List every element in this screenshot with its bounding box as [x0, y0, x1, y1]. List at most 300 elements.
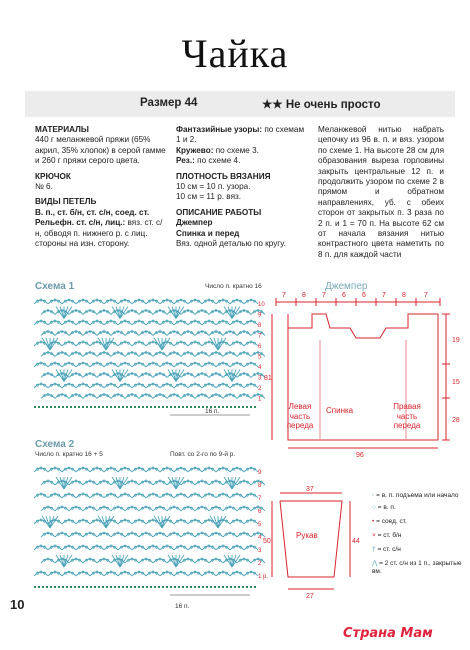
jumper-top-dim-5: 6 — [362, 292, 366, 299]
chart-chain-arc — [216, 468, 230, 472]
chart-chain-arc — [132, 494, 146, 498]
chart-chain-arc — [230, 468, 244, 472]
sleeve-bottom-dim: 27 — [306, 593, 314, 600]
chart-chain-arc — [244, 363, 258, 367]
chart-chain-arc — [209, 374, 223, 378]
chart-chain-arc — [62, 363, 76, 367]
legend-sym-1: ◦ — [372, 492, 375, 499]
chart-chain-arc — [195, 559, 209, 563]
chart-chain-arc — [111, 507, 125, 511]
stitches-list: В. п., ст. б/н, ст. с/н, соед. ст. — [35, 207, 150, 217]
chart-fan-stitch — [228, 555, 232, 567]
chart-chain-arc — [160, 321, 174, 325]
chart-chain-arc — [34, 468, 48, 472]
chart-row-number: 6 — [258, 509, 262, 515]
chart-chain-arc — [223, 332, 237, 336]
chart-chain-arc — [76, 342, 90, 346]
difficulty-label: ★★ Не очень просто — [262, 99, 381, 111]
legend-sym-3: • — [372, 518, 375, 525]
hook-text: № 6. — [35, 182, 53, 192]
chart-chain-arc — [34, 384, 48, 388]
chart-chain-arc — [188, 384, 202, 388]
jumper-right-dim-1: 19 — [452, 337, 460, 344]
chart-row-number: 8 — [258, 323, 262, 329]
chart-chain-arc — [118, 468, 132, 472]
chart-chain-arc — [55, 332, 69, 336]
chart-chain-arc — [139, 533, 153, 537]
chart-chain-arc — [230, 384, 244, 388]
chart-chain-arc — [153, 332, 167, 336]
legend — [372, 492, 462, 576]
density-line-1: 10 см = 10 п. узора. — [176, 182, 251, 192]
chart-chain-arc — [230, 363, 244, 367]
chart-chain-arc — [90, 546, 104, 550]
chart-chain-arc — [188, 494, 202, 498]
work-heading: ОПИСАНИЕ РАБОТЫ — [176, 207, 262, 217]
chart-chain-arc — [97, 507, 111, 511]
chart-fan-stitch — [228, 477, 232, 489]
chart-chain-arc — [62, 494, 76, 498]
chart-chain-arc — [139, 311, 153, 315]
chart-chain-arc — [69, 353, 83, 357]
chart-chain-arc — [216, 494, 230, 498]
chart-chain-arc — [104, 363, 118, 367]
chart-chain-arc — [188, 520, 202, 524]
chart-chain-arc — [244, 546, 258, 550]
rez-label: Рез.: — [176, 156, 195, 166]
chart-row-number: 3 — [258, 548, 262, 554]
chart-row-number: 9 — [258, 470, 262, 476]
chart-fan-stitch — [210, 516, 218, 528]
chart-chain-arc — [237, 481, 251, 485]
chart-chain-arc — [181, 311, 195, 315]
chart-chain-arc — [104, 468, 118, 472]
chart-chain-arc — [97, 559, 111, 563]
chart-chain-arc — [188, 300, 202, 304]
chart-chain-arc — [118, 572, 132, 576]
chart-fan-stitch — [172, 307, 176, 319]
chart-chain-arc — [76, 384, 90, 388]
chart-chain-arc — [209, 332, 223, 336]
chart-chain-arc — [111, 533, 125, 537]
legend-sym-6: ⋀ — [372, 560, 378, 567]
chart-fan-stitch — [172, 370, 176, 382]
chart-chain-arc — [97, 533, 111, 537]
chart-chain-arc — [202, 494, 216, 498]
chart-chain-arc — [216, 300, 230, 304]
chart-chain-arc — [97, 353, 111, 357]
chart-chain-arc — [167, 353, 181, 357]
jumper-right-dim-3: 28 — [452, 417, 460, 424]
chart-chain-arc — [111, 395, 125, 399]
chart-chain-arc — [223, 533, 237, 537]
chart-chain-arc — [237, 311, 251, 315]
chart-chain-arc — [132, 546, 146, 550]
chart-chain-arc — [69, 332, 83, 336]
chart-chain-arc — [195, 332, 209, 336]
chart-chain-arc — [146, 321, 160, 325]
chart-chain-arc — [34, 363, 48, 367]
chart-chain-arc — [146, 494, 160, 498]
relief-stitch-label: Рельефн. ст. с/н, лиц.: — [35, 218, 126, 228]
chart-chain-arc — [153, 481, 167, 485]
chart-chain-arc — [153, 533, 167, 537]
chart-chain-arc — [48, 363, 62, 367]
chart-chain-arc — [125, 481, 139, 485]
chart-chain-arc — [160, 384, 174, 388]
chart-chain-arc — [76, 520, 90, 524]
chart-chain-arc — [125, 559, 139, 563]
chart-chain-arc — [195, 533, 209, 537]
chart-chain-arc — [55, 395, 69, 399]
chart-fan-stitch — [116, 307, 120, 319]
jumper-top-dim-7: 8 — [402, 292, 406, 299]
chart-chain-arc — [153, 374, 167, 378]
chart-chain-arc — [160, 363, 174, 367]
chart-chain-arc — [83, 507, 97, 511]
chart-chain-arc — [125, 533, 139, 537]
chart-fan-stitch — [210, 338, 218, 350]
chart-chain-arc — [146, 363, 160, 367]
legend-text-5: = ст. с/н — [377, 546, 401, 553]
chart-chain-arc — [244, 572, 258, 576]
chart-row-number: 3 — [258, 375, 262, 382]
chart-chain-arc — [237, 395, 251, 399]
chart-chain-arc — [160, 468, 174, 472]
chart-chain-arc — [83, 311, 97, 315]
chart-chain-arc — [181, 395, 195, 399]
chart-chain-arc — [76, 572, 90, 576]
chart-row-number: 7 — [258, 496, 262, 502]
materials-heading: МАТЕРИАЛЫ — [35, 125, 89, 134]
jumper-left-part: Левая часть переда — [286, 402, 314, 430]
chart-chain-arc — [34, 494, 48, 498]
chart-fan-stitch — [98, 338, 106, 350]
chart-chain-arc — [90, 363, 104, 367]
chart-chain-arc — [209, 533, 223, 537]
relief-stitch-text: вяз. ст. с/н, обводя п. нижнего р. с лиц. стороны на изн. сторону. — [35, 218, 163, 249]
chart-chain-arc — [97, 311, 111, 315]
chart-fan-stitch — [154, 516, 162, 528]
chart-chain-arc — [41, 559, 55, 563]
chart-chain-arc — [69, 311, 83, 315]
sleeve-label: Рукав — [296, 531, 318, 540]
chart-chain-arc — [83, 533, 97, 537]
chart-chain-arc — [55, 353, 69, 357]
chart-chain-arc — [48, 300, 62, 304]
chart-row-number: 7 — [258, 333, 262, 340]
chart-chain-arc — [146, 468, 160, 472]
chart-chain-arc — [209, 481, 223, 485]
chart-chain-arc — [202, 363, 216, 367]
chart-row-number: 9 — [258, 312, 262, 319]
chart-chain-arc — [139, 481, 153, 485]
size-label: Размер 44 — [140, 97, 198, 109]
chart-fan-stitch — [154, 338, 162, 350]
chart-chain-arc — [244, 494, 258, 498]
chart-chain-arc — [76, 546, 90, 550]
chart-chain-arc — [41, 481, 55, 485]
chart-row-number: 5 — [258, 522, 262, 528]
legend-text-3: = соед. ст. — [376, 518, 407, 525]
jumper-top-dim-8: 7 — [424, 292, 428, 299]
chart-fan-stitch — [42, 338, 50, 350]
chart-chain-arc — [90, 300, 104, 304]
density-line-2: 10 см = 11 р. вяз. — [176, 192, 242, 202]
jumper-left-dim: 81 — [264, 375, 272, 382]
jumper-top-dim-4: 6 — [342, 292, 346, 299]
materials-text: 440 г меланжевой пряжи (65% акрил, 35% хлопок) в серой гамме и 260 г пряжи серого цвета. — [35, 135, 166, 166]
chart-fan-stitch — [60, 307, 64, 319]
chart-chain-arc — [188, 468, 202, 472]
chart-chain-arc — [223, 395, 237, 399]
chart-chain-arc — [111, 353, 125, 357]
chart-chain-arc — [125, 395, 139, 399]
chart-row-number: 2 — [258, 561, 262, 567]
chart-chain-arc — [69, 374, 83, 378]
chart-chain-arc — [160, 300, 174, 304]
chart-chain-arc — [118, 363, 132, 367]
chart-chain-arc — [76, 363, 90, 367]
chart-chain-arc — [188, 342, 202, 346]
chart-chain-arc — [104, 494, 118, 498]
chart-chain-arc — [76, 321, 90, 325]
chart-chain-arc — [244, 342, 258, 346]
lace-label: Кружево: — [176, 145, 214, 155]
chart-fan-stitch — [116, 477, 120, 489]
chart-chain-arc — [125, 332, 139, 336]
chart-chain-arc — [174, 520, 188, 524]
legend-text-1: = в. п. подъема или начало — [376, 492, 459, 499]
chart-fan-stitch — [172, 555, 176, 567]
chart-fan-stitch — [116, 555, 120, 567]
chart-chain-arc — [104, 321, 118, 325]
chart-chain-arc — [195, 374, 209, 378]
chart-chain-arc — [69, 507, 83, 511]
chart-chain-arc — [76, 468, 90, 472]
chart-chain-arc — [160, 572, 174, 576]
back-front-subheading: Спинка и перед — [176, 228, 240, 238]
chart-chain-arc — [223, 507, 237, 511]
chart-chain-arc — [132, 468, 146, 472]
chart-chain-arc — [174, 546, 188, 550]
chart-chain-arc — [230, 520, 244, 524]
chart-chain-arc — [118, 384, 132, 388]
chart-chain-arc — [244, 520, 258, 524]
chart-chain-arc — [118, 494, 132, 498]
chart-chain-arc — [48, 321, 62, 325]
legend-text-2: = в. п. — [377, 504, 396, 511]
chart-chain-arc — [160, 494, 174, 498]
scheme2-caption: Число п. кратно 16 + 5 — [35, 451, 103, 458]
chart-chain-arc — [181, 559, 195, 563]
scheme2-label: Схема 2 — [35, 439, 75, 450]
work-text: Вяз. одной деталью по кругу. — [176, 239, 286, 249]
stitches-heading: ВИДЫ ПЕТЕЛЬ — [35, 197, 97, 207]
chart-chain-arc — [202, 546, 216, 550]
chart-chain-arc — [48, 384, 62, 388]
chart-chain-arc — [104, 546, 118, 550]
chart-chain-arc — [132, 520, 146, 524]
chart-row-number: 2 — [258, 386, 262, 392]
chart-chain-arc — [216, 572, 230, 576]
chart-chain-arc — [83, 332, 97, 336]
fancy-text: по схемам 1 и 2. — [176, 125, 305, 145]
jumper-subheading: Джемпер — [176, 218, 213, 228]
chart-chain-arc — [237, 533, 251, 537]
chart-chain-arc — [125, 353, 139, 357]
legend-text-6: = 2 ст. с/н из 1 п., закрытые вм. — [372, 560, 462, 575]
chart-chain-arc — [104, 300, 118, 304]
hook-heading: КРЮЧОК — [35, 171, 71, 181]
chart-chain-arc — [97, 395, 111, 399]
chart-chain-arc — [202, 468, 216, 472]
chart-chain-arc — [139, 507, 153, 511]
chart-chain-arc — [202, 300, 216, 304]
chart-chain-arc — [34, 546, 48, 550]
chart-chain-arc — [244, 384, 258, 388]
chart-chain-arc — [83, 395, 97, 399]
chart-chain-arc — [83, 559, 97, 563]
chart-chain-arc — [90, 321, 104, 325]
chart-chain-arc — [174, 384, 188, 388]
chart-chain-arc — [195, 507, 209, 511]
jumper-bottom-dim: 96 — [356, 452, 364, 459]
rez-text: по схеме 4. — [197, 156, 241, 166]
chart-chain-arc — [188, 321, 202, 325]
lace-text: по схеме 3. — [215, 145, 259, 155]
chart-fan-stitch — [116, 370, 120, 382]
chart-chain-arc — [41, 374, 55, 378]
chart-chain-arc — [118, 520, 132, 524]
sleeve-schematic — [262, 485, 366, 600]
chart-chain-arc — [230, 494, 244, 498]
chart-chain-arc — [97, 374, 111, 378]
chart-chain-arc — [230, 342, 244, 346]
chart-chain-arc — [118, 321, 132, 325]
chart-chain-arc — [146, 546, 160, 550]
chart-chain-arc — [174, 494, 188, 498]
chart-chain-arc — [209, 559, 223, 563]
chart-chain-arc — [41, 332, 55, 336]
chart-row-number: 8 — [258, 483, 262, 489]
chart-chain-arc — [230, 572, 244, 576]
chart-chain-arc — [237, 374, 251, 378]
chart-chain-arc — [76, 494, 90, 498]
chart-fan-stitch — [98, 516, 106, 528]
column-materials — [35, 125, 167, 254]
chart-chain-arc — [104, 384, 118, 388]
chart-chain-arc — [97, 332, 111, 336]
sleeve-left-dim: 50 — [263, 538, 271, 545]
chart-chain-arc — [48, 546, 62, 550]
chart-chain-arc — [83, 353, 97, 357]
chart-chain-arc — [237, 559, 251, 563]
jumper-schematic — [262, 290, 462, 460]
chart-chain-arc — [41, 507, 55, 511]
chart-row-number: 1 р. — [258, 574, 269, 580]
chart-chain-arc — [195, 395, 209, 399]
chart-chain-arc — [216, 546, 230, 550]
chart-chain-arc — [69, 533, 83, 537]
column-instructions — [318, 125, 444, 265]
chart-chain-arc — [90, 494, 104, 498]
chart-chain-arc — [41, 395, 55, 399]
chart-chain-arc — [181, 332, 195, 336]
chart-chain-arc — [132, 384, 146, 388]
chart-chain-arc — [76, 300, 90, 304]
chart-chain-arc — [153, 311, 167, 315]
chart-fan-stitch — [42, 516, 50, 528]
chart-row-number: 4 — [258, 535, 262, 541]
chart-chain-arc — [83, 481, 97, 485]
chart-chain-arc — [139, 332, 153, 336]
jumper-top-dim-3: 7 — [322, 292, 326, 299]
scheme2-chart — [30, 460, 270, 600]
chart-chain-arc — [34, 572, 48, 576]
chart-chain-arc — [181, 374, 195, 378]
chart-chain-arc — [230, 321, 244, 325]
chart-chain-arc — [41, 353, 55, 357]
chart-chain-arc — [118, 342, 132, 346]
chart-chain-arc — [62, 520, 76, 524]
jumper-diagram-label: Джемпер — [325, 281, 368, 292]
sleeve-top-dim: 37 — [306, 486, 314, 493]
header-band — [25, 91, 455, 117]
chart-chain-arc — [181, 481, 195, 485]
chart-chain-arc — [188, 363, 202, 367]
chart-chain-arc — [62, 468, 76, 472]
scheme2-repeat: 16 п. — [175, 603, 190, 610]
chart-chain-arc — [55, 533, 69, 537]
chart-chain-arc — [167, 533, 181, 537]
chart-chain-arc — [34, 321, 48, 325]
chart-chain-arc — [230, 546, 244, 550]
chart-chain-arc — [167, 507, 181, 511]
chart-chain-arc — [55, 507, 69, 511]
chart-chain-arc — [132, 300, 146, 304]
scheme1-chart — [30, 292, 270, 420]
chart-chain-arc — [139, 353, 153, 357]
page-number: 10 — [10, 597, 25, 612]
chart-chain-arc — [125, 311, 139, 315]
jumper-right-dim-2: 15 — [452, 379, 460, 386]
chart-chain-arc — [167, 332, 181, 336]
chart-chain-arc — [216, 363, 230, 367]
fancy-label: Фантазийные узоры: — [176, 125, 263, 134]
chart-chain-arc — [83, 374, 97, 378]
chart-chain-arc — [146, 300, 160, 304]
chart-chain-arc — [118, 546, 132, 550]
chart-chain-arc — [41, 311, 55, 315]
chart-chain-arc — [230, 300, 244, 304]
chart-chain-arc — [209, 311, 223, 315]
chart-chain-arc — [195, 353, 209, 357]
chart-chain-arc — [195, 481, 209, 485]
column-patterns — [176, 125, 306, 254]
chart-row-number: 1 — [258, 396, 262, 403]
scheme1-repeat: 16 п. — [205, 408, 220, 415]
chart-chain-arc — [237, 353, 251, 357]
page-title: Чайка — [181, 31, 289, 76]
chart-fan-stitch — [60, 477, 64, 489]
legend-text-4: = ст. б/н — [377, 532, 402, 539]
chart-row-number: 6 — [258, 344, 262, 350]
legend-sym-2: ○ — [372, 504, 376, 511]
chart-chain-arc — [69, 395, 83, 399]
jumper-top-dim-6: 7 — [382, 292, 386, 299]
chart-chain-arc — [90, 468, 104, 472]
